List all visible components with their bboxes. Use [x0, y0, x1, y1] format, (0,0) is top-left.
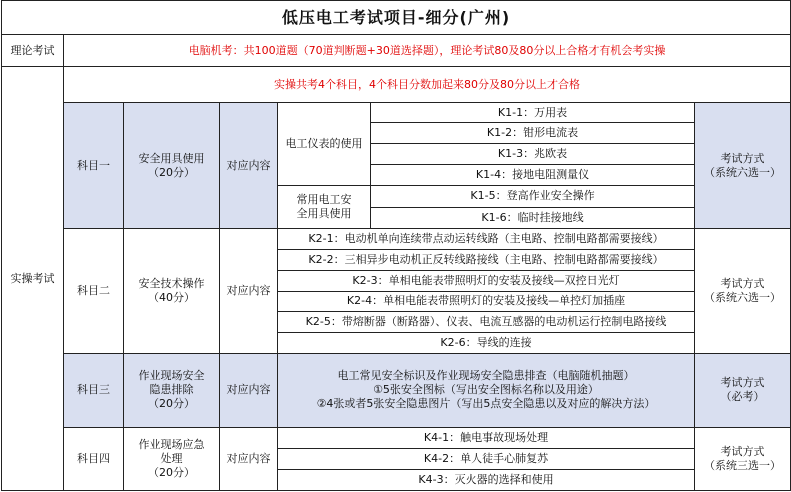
list-item: K4-2：单人徒手心肺复苏: [278, 449, 695, 470]
page-title: 低压电工考试项目-细分(广州): [2, 1, 791, 35]
list-item: K1-1：万用表: [371, 102, 695, 123]
list-item: K1-6：临时挂接地线: [371, 207, 695, 229]
content-label: 对应内容: [220, 102, 278, 229]
group-name: 电工仪表的使用: [278, 102, 371, 185]
subject-name: 科目一: [64, 102, 124, 229]
practical-label: 实操考试: [2, 67, 64, 491]
list-item: K1-3：兆欧表: [371, 144, 695, 165]
subject-name: 科目四: [64, 427, 124, 491]
exam-method: 考试方式 （系统六选一）: [695, 102, 791, 229]
exam-method: 考试方式 （系统六选一）: [695, 229, 791, 354]
theory-label: 理论考试: [2, 35, 64, 67]
list-item: K2-2：三相异步电动机正反转线路接线（主电路、控制电路都需要接线）: [278, 250, 695, 271]
practical-note: 实操共考4个科目，4个科目分数加起来80分及80分以上才合格: [64, 67, 791, 102]
list-item: K1-5：登高作业安全操作: [371, 185, 695, 207]
theory-text: 电脑机考：共100道题（70道判断题+30道选择题），理论考试80及80分以上合格才有机会考实操: [64, 35, 791, 67]
content-label: 对应内容: [220, 229, 278, 354]
subject-title: 作业现场安全 隐患排除 （20分）: [124, 353, 220, 427]
exam-method: 考试方式 （系统三选一）: [695, 427, 791, 491]
subject-name: 科目二: [64, 229, 124, 354]
group-name: 常用电工安 全用具使用: [278, 185, 371, 229]
subject-name: 科目三: [64, 353, 124, 427]
subject-detail: 电工常见安全标识及作业现场安全隐患排查（电脑随机抽题） ①5张安全图标（写出安全图标名称以及用途） ②4张或者5张安全隐患图片（写出5点安全隐患以及对应的解决方法）: [278, 353, 695, 427]
exam-table: [1, 0, 791, 491]
subject-title: 作业现场应急 处理 （20分）: [124, 427, 220, 491]
list-item: K2-5：带熔断器（断路器）、仪表、电流互感器的电动机运行控制电路接线: [278, 312, 695, 333]
list-item: K2-3：单相电能表带照明灯的安装及接线—双控日光灯: [278, 270, 695, 291]
content-label: 对应内容: [220, 353, 278, 427]
exam-method: 考试方式 （必考）: [695, 353, 791, 427]
content-label: 对应内容: [220, 427, 278, 491]
list-item: K2-4：单相电能表带照明灯的安装及接线—单控灯加插座: [278, 291, 695, 312]
list-item: K2-6：导线的连接: [278, 333, 695, 354]
subject-title: 安全技术操作 （40分）: [124, 229, 220, 354]
list-item: K4-3：灭火器的选择和使用: [278, 470, 695, 491]
list-item: K1-4：接地电阻测量仪: [371, 164, 695, 185]
list-item: K1-2：钳形电流表: [371, 123, 695, 144]
list-item: K2-1：电动机单向连续带点动运转线路（主电路、控制电路都需要接线）: [278, 229, 695, 250]
list-item: K4-1：触电事故现场处理: [278, 427, 695, 449]
subject-title: 安全用具使用 （20分）: [124, 102, 220, 229]
